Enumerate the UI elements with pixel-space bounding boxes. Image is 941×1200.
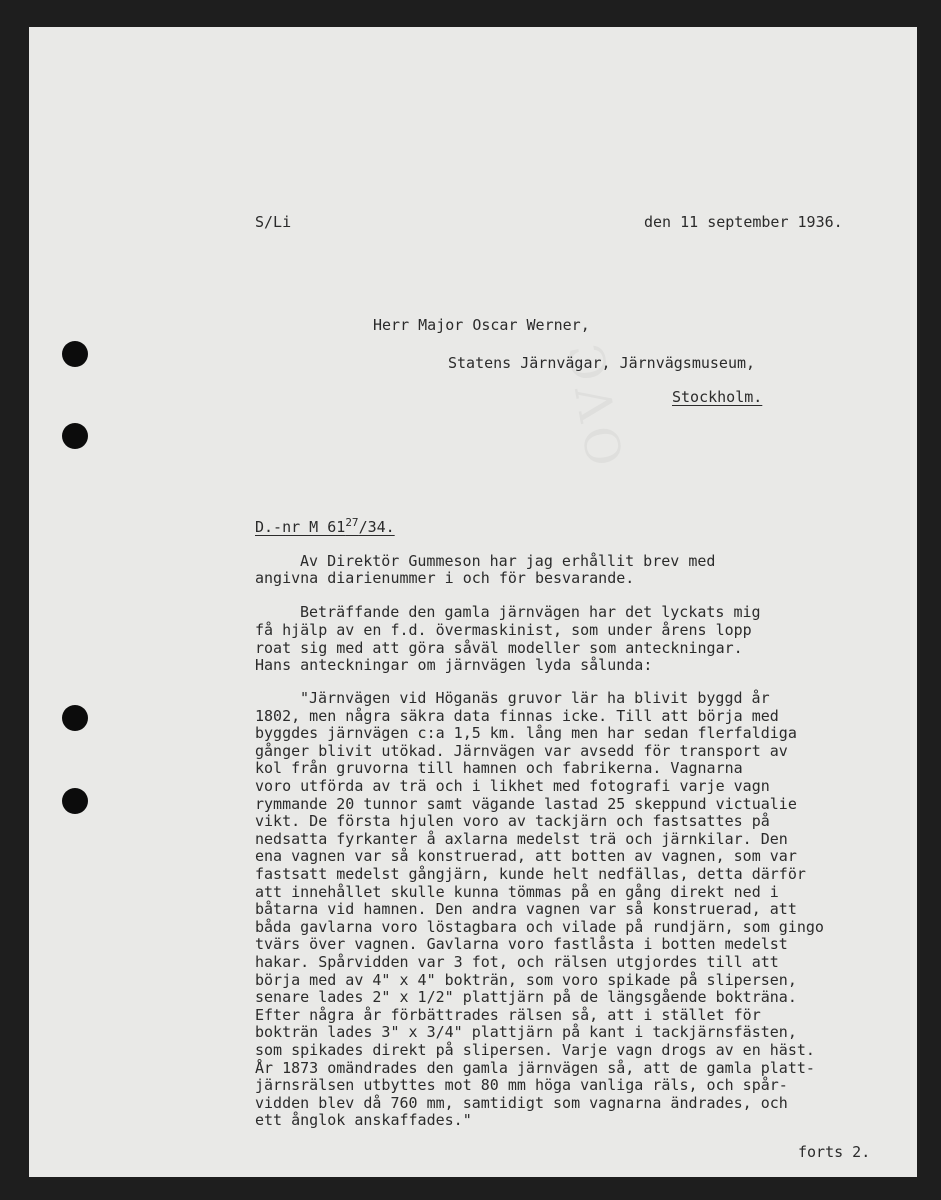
recipient-city: Stockholm.	[672, 388, 763, 406]
diary-ref-superscript: 27	[345, 516, 359, 529]
quote-line: ena vagnen var så konstruerad, att botten av vagnen, som var	[255, 847, 797, 866]
quote-line: rymmande 20 tunnor samt vägande lastad 25 skeppund victualie	[255, 794, 797, 813]
quote-line: ett ånglok anskaffades."	[255, 1111, 472, 1130]
quote-line: 1802, men några säkra data finnas icke. Till att börja med	[255, 706, 779, 725]
text-line: roat sig med att göra såväl modeller som anteckningar.	[255, 639, 743, 657]
quote-line: att innehållet skulle kunna tömmas på en gång direkt ned i	[255, 882, 779, 901]
quote-line: tvärs över vagnen. Gavlarna voro fastlåsta i botten medelst	[255, 935, 788, 954]
quote-line: voro utförda av trä och i likhet med fotografi varje vagn	[255, 777, 770, 795]
reference-initials: S/Li	[255, 213, 292, 231]
diary-ref-suffix: /34.	[358, 518, 395, 536]
punch-hole	[62, 788, 88, 814]
continuation-note: forts 2.	[798, 1143, 871, 1161]
punch-hole	[62, 705, 88, 731]
text-line: Beträffande den gamla järnvägen har det lyckats mig	[300, 603, 761, 621]
text-line: Hans anteckningar om järnvägen lyda sålunda:	[255, 656, 653, 674]
quote-line: järnsrälsen utbyttes mot 80 mm höga vanliga räls, och spår-	[255, 1076, 788, 1095]
quote-line: kol från gruvorna till hamnen och fabrikerna. Vagnarna	[255, 759, 743, 778]
letter-date: den 11 september 1936.	[644, 213, 843, 231]
quote-line: fastsatt medelst gångjärn, kunde helt nedfällas, detta därför	[255, 865, 806, 883]
quote-line: vikt. De första hjulen voro av tackjärn och fastsattes på	[255, 812, 770, 831]
faint-stamp: ƆΛO	[555, 339, 634, 477]
quote-line: nedsatta fyrkanter å axlarna medelst trä och järnkilar. Den	[255, 829, 788, 848]
quote-line: båda gavlarna voro löstagbara och vilade på rundjärn, som gingo	[255, 917, 824, 936]
text-line: få hjälp av en f.d. övermaskinist, som under årens lopp	[255, 621, 752, 639]
recipient-name: Herr Major Oscar Werner,	[373, 316, 590, 334]
text-line: Av Direktör Gummeson har jag erhållit brev med	[300, 552, 716, 570]
quote-line: hakar. Spårvidden var 3 fot, och rälsen utgjordes till att	[255, 953, 779, 971]
diary-reference	[255, 516, 395, 536]
quote-line: vidden blev då 760 mm, samtidigt som vagnarna ändrades, och	[255, 1093, 788, 1112]
quote-line: Efter några år förbättrades rälsen så, att i stället för	[255, 1005, 761, 1024]
quote-line: "Järnvägen vid Höganäs gruvor lär ha blivit byggd år	[300, 689, 770, 707]
quote-line: bokträn lades 3" x 3/4" plattjärn på kant i tackjärnsfästen,	[255, 1023, 797, 1042]
recipient-organization: Statens Järnvägar, Järnvägsmuseum,	[448, 354, 756, 372]
punch-hole	[62, 423, 88, 449]
diary-ref-prefix: D.-nr M 61	[255, 518, 346, 536]
quote-line: År 1873 omändrades den gamla järnvägen så, att de gamla platt-	[255, 1058, 815, 1077]
quote-line: som spikades direkt på slipersen. Varje vagn drogs av en häst.	[255, 1041, 815, 1059]
quote-line: båtarna vid hamnen. Den andra vagnen var så konstruerad, att	[255, 900, 797, 919]
quote-line: börja med av 4" x 4" bokträn, som voro spikade på slipersen,	[255, 970, 797, 989]
quote-line: gånger blivit utökad. Järnvägen var avsedd för transport av	[255, 741, 788, 760]
text-line: angivna diarienummer i och för besvarande.	[255, 569, 635, 587]
quote-line: senare lades 2" x 1/2" plattjärn på de längsgående bokträna.	[255, 988, 797, 1007]
quote-line: byggdes järnvägen c:a 1,5 km. lång men har sedan flerfaldiga	[255, 724, 797, 743]
punch-hole	[62, 341, 88, 367]
